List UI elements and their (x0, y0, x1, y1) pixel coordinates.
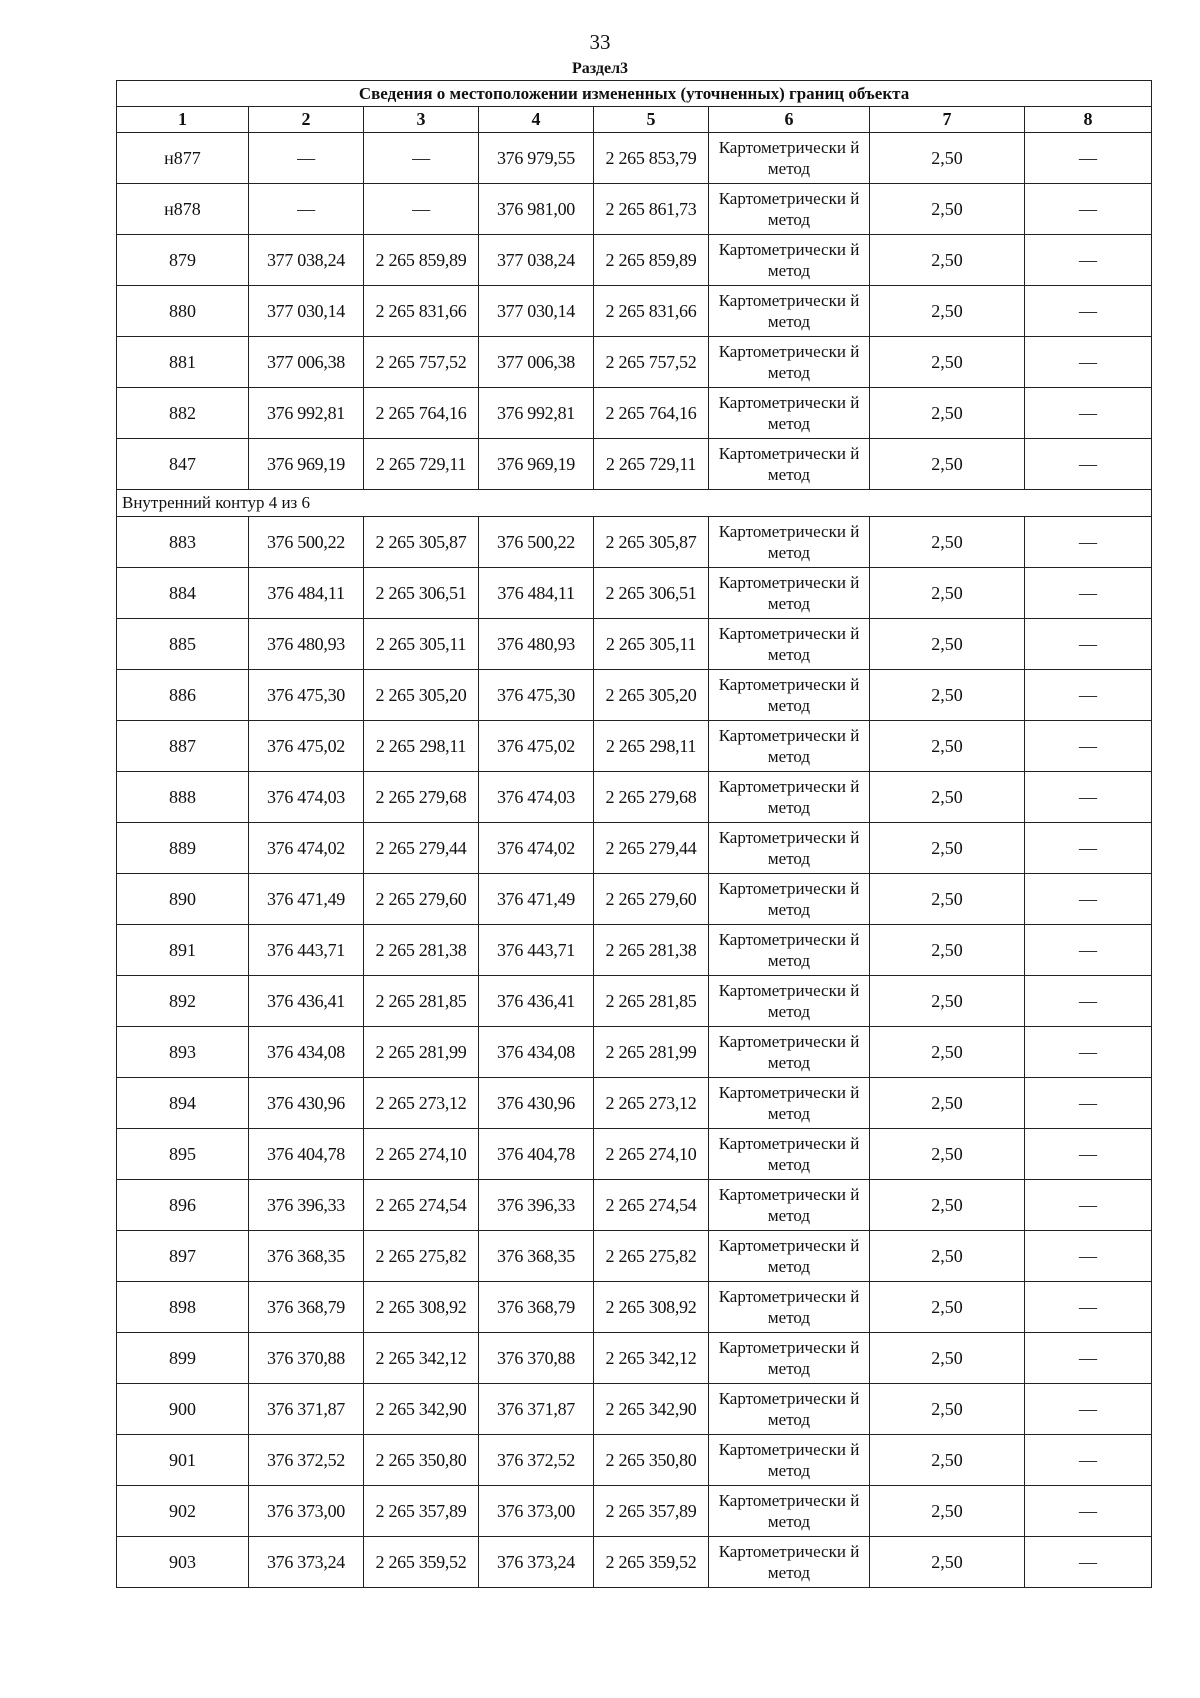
table-row (117, 1282, 1152, 1333)
description-cell: — (1025, 670, 1152, 721)
x-old-cell: 376 373,24 (249, 1537, 364, 1588)
y-new-cell: 2 265 764,16 (594, 388, 709, 439)
description-cell: — (1025, 1231, 1152, 1282)
y-new-cell: 2 265 306,51 (594, 568, 709, 619)
y-old-cell: 2 265 274,54 (364, 1180, 479, 1231)
precision-cell: 2,50 (870, 235, 1025, 286)
y-new-cell: 2 265 342,12 (594, 1333, 709, 1384)
precision-cell: 2,50 (870, 1384, 1025, 1435)
x-old-cell: 376 480,93 (249, 619, 364, 670)
table-row (117, 1435, 1152, 1486)
precision-cell: 2,50 (870, 1333, 1025, 1384)
table-row (117, 976, 1152, 1027)
table-title-row (117, 81, 1152, 107)
x-old-cell: 376 370,88 (249, 1333, 364, 1384)
y-old-cell: 2 265 279,68 (364, 772, 479, 823)
method-cell: Картометрически й метод (709, 568, 870, 619)
x-new-cell: 376 443,71 (479, 925, 594, 976)
y-old-cell: 2 265 729,11 (364, 439, 479, 490)
point-number-cell: 879 (117, 235, 249, 286)
precision-cell: 2,50 (870, 1486, 1025, 1537)
precision-cell: 2,50 (870, 772, 1025, 823)
method-cell: Картометрически й метод (709, 1027, 870, 1078)
x-old-cell: 376 474,03 (249, 772, 364, 823)
y-old-cell: 2 265 831,66 (364, 286, 479, 337)
method-cell: Картометрически й метод (709, 286, 870, 337)
column-number: 1 (117, 107, 249, 133)
y-new-cell: 2 265 298,11 (594, 721, 709, 772)
section-label: Раздел3 (571, 60, 629, 77)
column-numbers-row (117, 107, 1152, 133)
table-row (117, 925, 1152, 976)
precision-cell: 2,50 (870, 337, 1025, 388)
precision-cell: 2,50 (870, 1078, 1025, 1129)
x-new-cell: 376 475,02 (479, 721, 594, 772)
y-new-cell: 2 265 853,79 (594, 133, 709, 184)
method-cell: Картометрически й метод (709, 619, 870, 670)
table-row (117, 1486, 1152, 1537)
method-cell: Картометрически й метод (709, 337, 870, 388)
description-cell: — (1025, 619, 1152, 670)
precision-cell: 2,50 (870, 184, 1025, 235)
point-number-cell: 882 (117, 388, 249, 439)
point-number-cell: 892 (117, 976, 249, 1027)
y-new-cell: 2 265 281,85 (594, 976, 709, 1027)
point-number-cell: 847 (117, 439, 249, 490)
point-number-cell: 893 (117, 1027, 249, 1078)
coordinates-table (116, 80, 1152, 1588)
x-old-cell: 376 372,52 (249, 1435, 364, 1486)
x-new-cell: 376 430,96 (479, 1078, 594, 1129)
table-row (117, 823, 1152, 874)
x-old-cell: — (249, 184, 364, 235)
y-new-cell: 2 265 350,80 (594, 1435, 709, 1486)
point-number-cell: 894 (117, 1078, 249, 1129)
point-number-cell: 900 (117, 1384, 249, 1435)
method-cell: Картометрически й метод (709, 874, 870, 925)
x-old-cell: 376 471,49 (249, 874, 364, 925)
column-number: 8 (1025, 107, 1152, 133)
method-cell: Картометрически й метод (709, 925, 870, 976)
y-new-cell: 2 265 281,38 (594, 925, 709, 976)
table-row (117, 721, 1152, 772)
x-new-cell: 376 434,08 (479, 1027, 594, 1078)
x-old-cell: 376 434,08 (249, 1027, 364, 1078)
y-new-cell: 2 265 305,20 (594, 670, 709, 721)
precision-cell: 2,50 (870, 1180, 1025, 1231)
x-old-cell: 376 443,71 (249, 925, 364, 976)
y-new-cell: 2 265 279,60 (594, 874, 709, 925)
description-cell: — (1025, 337, 1152, 388)
x-old-cell: 377 030,14 (249, 286, 364, 337)
page-number: 33 (589, 30, 611, 54)
x-new-cell: 376 500,22 (479, 517, 594, 568)
x-old-cell: 376 436,41 (249, 976, 364, 1027)
y-new-cell: 2 265 308,92 (594, 1282, 709, 1333)
point-number-cell: 884 (117, 568, 249, 619)
x-old-cell: 376 500,22 (249, 517, 364, 568)
point-number-cell: 880 (117, 286, 249, 337)
description-cell: — (1025, 1027, 1152, 1078)
description-cell: — (1025, 976, 1152, 1027)
x-old-cell: 376 404,78 (249, 1129, 364, 1180)
method-cell: Картометрически й метод (709, 1078, 870, 1129)
description-cell: — (1025, 1333, 1152, 1384)
table-row (117, 1129, 1152, 1180)
description-cell: — (1025, 1384, 1152, 1435)
table-body (117, 81, 1152, 1588)
y-old-cell: 2 265 342,12 (364, 1333, 479, 1384)
precision-cell: 2,50 (870, 1537, 1025, 1588)
x-old-cell: 376 969,19 (249, 439, 364, 490)
point-number-cell: 895 (117, 1129, 249, 1180)
y-new-cell: 2 265 273,12 (594, 1078, 709, 1129)
point-number-cell: н877 (117, 133, 249, 184)
table-row (117, 439, 1152, 490)
method-cell: Картометрически й метод (709, 721, 870, 772)
description-cell: — (1025, 1078, 1152, 1129)
table-row (117, 1231, 1152, 1282)
point-number-cell: 889 (117, 823, 249, 874)
x-new-cell: 376 436,41 (479, 976, 594, 1027)
y-new-cell: 2 265 861,73 (594, 184, 709, 235)
method-cell: Картометрически й метод (709, 976, 870, 1027)
y-old-cell: 2 265 342,90 (364, 1384, 479, 1435)
table-title: Сведения о местоположении измененных (уточненных) границ объекта (117, 81, 1152, 107)
description-cell: — (1025, 133, 1152, 184)
y-old-cell: 2 265 298,11 (364, 721, 479, 772)
y-old-cell: 2 265 757,52 (364, 337, 479, 388)
table-row (117, 619, 1152, 670)
precision-cell: 2,50 (870, 1129, 1025, 1180)
method-cell: Картометрически й метод (709, 1180, 870, 1231)
method-cell: Картометрически й метод (709, 1537, 870, 1588)
column-number: 5 (594, 107, 709, 133)
description-cell: — (1025, 439, 1152, 490)
column-number: 4 (479, 107, 594, 133)
description-cell: — (1025, 235, 1152, 286)
x-new-cell: 377 030,14 (479, 286, 594, 337)
table-row (117, 874, 1152, 925)
y-new-cell: 2 265 359,52 (594, 1537, 709, 1588)
table-row (117, 1384, 1152, 1435)
method-cell: Картометрически й метод (709, 517, 870, 568)
method-cell: Картометрически й метод (709, 184, 870, 235)
table-row (117, 1537, 1152, 1588)
column-number: 7 (870, 107, 1025, 133)
y-old-cell: 2 265 279,60 (364, 874, 479, 925)
point-number-cell: 897 (117, 1231, 249, 1282)
contour-label: Внутренний контур 4 из 6 (117, 490, 1152, 517)
point-number-cell: 903 (117, 1537, 249, 1588)
point-number-cell: 896 (117, 1180, 249, 1231)
x-new-cell: 376 475,30 (479, 670, 594, 721)
x-new-cell: 376 979,55 (479, 133, 594, 184)
point-number-cell: 890 (117, 874, 249, 925)
y-old-cell: 2 265 281,99 (364, 1027, 479, 1078)
table-row (117, 133, 1152, 184)
y-new-cell: 2 265 274,54 (594, 1180, 709, 1231)
y-old-cell: 2 265 305,11 (364, 619, 479, 670)
method-cell: Картометрически й метод (709, 772, 870, 823)
description-cell: — (1025, 184, 1152, 235)
y-old-cell: 2 265 308,92 (364, 1282, 479, 1333)
x-old-cell: 376 396,33 (249, 1180, 364, 1231)
description-cell: — (1025, 1486, 1152, 1537)
precision-cell: 2,50 (870, 976, 1025, 1027)
x-new-cell: 376 396,33 (479, 1180, 594, 1231)
table-row (117, 568, 1152, 619)
description-cell: — (1025, 286, 1152, 337)
precision-cell: 2,50 (870, 1231, 1025, 1282)
description-cell: — (1025, 1537, 1152, 1588)
x-new-cell: 376 484,11 (479, 568, 594, 619)
description-cell: — (1025, 925, 1152, 976)
x-new-cell: 376 981,00 (479, 184, 594, 235)
table-row (117, 1333, 1152, 1384)
contour-row (117, 490, 1152, 517)
point-number-cell: 891 (117, 925, 249, 976)
point-number-cell: 898 (117, 1282, 249, 1333)
y-new-cell: 2 265 357,89 (594, 1486, 709, 1537)
y-new-cell: 2 265 275,82 (594, 1231, 709, 1282)
y-new-cell: 2 265 305,11 (594, 619, 709, 670)
method-cell: Картометрически й метод (709, 1435, 870, 1486)
description-cell: — (1025, 1282, 1152, 1333)
x-new-cell: 376 368,79 (479, 1282, 594, 1333)
x-old-cell: 376 373,00 (249, 1486, 364, 1537)
point-number-cell: 901 (117, 1435, 249, 1486)
point-number-cell: 887 (117, 721, 249, 772)
table-row (117, 1180, 1152, 1231)
x-new-cell: 376 471,49 (479, 874, 594, 925)
precision-cell: 2,50 (870, 823, 1025, 874)
y-old-cell: 2 265 306,51 (364, 568, 479, 619)
y-old-cell: 2 265 273,12 (364, 1078, 479, 1129)
method-cell: Картометрически й метод (709, 235, 870, 286)
method-cell: Картометрически й метод (709, 1282, 870, 1333)
column-number: 2 (249, 107, 364, 133)
x-old-cell: — (249, 133, 364, 184)
x-new-cell: 376 474,03 (479, 772, 594, 823)
method-cell: Картометрически й метод (709, 1486, 870, 1537)
x-new-cell: 376 480,93 (479, 619, 594, 670)
column-number: 6 (709, 107, 870, 133)
y-old-cell: — (364, 133, 479, 184)
x-old-cell: 377 038,24 (249, 235, 364, 286)
table-row (117, 1078, 1152, 1129)
y-new-cell: 2 265 859,89 (594, 235, 709, 286)
precision-cell: 2,50 (870, 568, 1025, 619)
precision-cell: 2,50 (870, 1027, 1025, 1078)
y-old-cell: 2 265 305,87 (364, 517, 479, 568)
precision-cell: 2,50 (870, 388, 1025, 439)
description-cell: — (1025, 1435, 1152, 1486)
point-number-cell: н878 (117, 184, 249, 235)
y-old-cell: 2 265 281,85 (364, 976, 479, 1027)
table-row (117, 337, 1152, 388)
point-number-cell: 883 (117, 517, 249, 568)
precision-cell: 2,50 (870, 874, 1025, 925)
point-number-cell: 881 (117, 337, 249, 388)
y-new-cell: 2 265 279,44 (594, 823, 709, 874)
precision-cell: 2,50 (870, 925, 1025, 976)
point-number-cell: 888 (117, 772, 249, 823)
precision-cell: 2,50 (870, 517, 1025, 568)
table-row (117, 772, 1152, 823)
x-new-cell: 376 372,52 (479, 1435, 594, 1486)
x-new-cell: 376 992,81 (479, 388, 594, 439)
description-cell: — (1025, 388, 1152, 439)
precision-cell: 2,50 (870, 670, 1025, 721)
method-cell: Картометрически й метод (709, 1333, 870, 1384)
y-old-cell: 2 265 350,80 (364, 1435, 479, 1486)
x-new-cell: 376 371,87 (479, 1384, 594, 1435)
point-number-cell: 885 (117, 619, 249, 670)
table-row (117, 517, 1152, 568)
y-new-cell: 2 265 729,11 (594, 439, 709, 490)
method-cell: Картометрически й метод (709, 388, 870, 439)
table-row (117, 286, 1152, 337)
table-row (117, 184, 1152, 235)
method-cell: Картометрически й метод (709, 1231, 870, 1282)
method-cell: Картометрически й метод (709, 823, 870, 874)
y-new-cell: 2 265 305,87 (594, 517, 709, 568)
x-old-cell: 376 371,87 (249, 1384, 364, 1435)
point-number-cell: 902 (117, 1486, 249, 1537)
y-old-cell: 2 265 274,10 (364, 1129, 479, 1180)
precision-cell: 2,50 (870, 721, 1025, 772)
x-new-cell: 376 368,35 (479, 1231, 594, 1282)
y-new-cell: 2 265 274,10 (594, 1129, 709, 1180)
precision-cell: 2,50 (870, 619, 1025, 670)
description-cell: — (1025, 772, 1152, 823)
y-new-cell: 2 265 831,66 (594, 286, 709, 337)
x-old-cell: 376 474,02 (249, 823, 364, 874)
table-row (117, 670, 1152, 721)
column-number: 3 (364, 107, 479, 133)
precision-cell: 2,50 (870, 1282, 1025, 1333)
precision-cell: 2,50 (870, 286, 1025, 337)
y-old-cell: 2 265 305,20 (364, 670, 479, 721)
point-number-cell: 886 (117, 670, 249, 721)
x-old-cell: 376 475,30 (249, 670, 364, 721)
y-old-cell: 2 265 859,89 (364, 235, 479, 286)
table-row (117, 235, 1152, 286)
precision-cell: 2,50 (870, 1435, 1025, 1486)
y-new-cell: 2 265 342,90 (594, 1384, 709, 1435)
table-row (117, 1027, 1152, 1078)
table-row (117, 388, 1152, 439)
x-new-cell: 376 373,00 (479, 1486, 594, 1537)
description-cell: — (1025, 1180, 1152, 1231)
description-cell: — (1025, 568, 1152, 619)
description-cell: — (1025, 1129, 1152, 1180)
method-cell: Картометрически й метод (709, 1129, 870, 1180)
y-new-cell: 2 265 279,68 (594, 772, 709, 823)
y-old-cell: 2 265 359,52 (364, 1537, 479, 1588)
description-cell: — (1025, 721, 1152, 772)
precision-cell: 2,50 (870, 133, 1025, 184)
y-new-cell: 2 265 757,52 (594, 337, 709, 388)
y-old-cell: — (364, 184, 479, 235)
x-new-cell: 377 006,38 (479, 337, 594, 388)
x-old-cell: 376 992,81 (249, 388, 364, 439)
method-cell: Картометрически й метод (709, 133, 870, 184)
description-cell: — (1025, 874, 1152, 925)
x-old-cell: 376 475,02 (249, 721, 364, 772)
description-cell: — (1025, 517, 1152, 568)
y-old-cell: 2 265 281,38 (364, 925, 479, 976)
y-old-cell: 2 265 764,16 (364, 388, 479, 439)
x-old-cell: 377 006,38 (249, 337, 364, 388)
x-new-cell: 376 373,24 (479, 1537, 594, 1588)
y-old-cell: 2 265 279,44 (364, 823, 479, 874)
x-new-cell: 377 038,24 (479, 235, 594, 286)
y-old-cell: 2 265 275,82 (364, 1231, 479, 1282)
method-cell: Картометрически й метод (709, 1384, 870, 1435)
x-new-cell: 376 969,19 (479, 439, 594, 490)
y-old-cell: 2 265 357,89 (364, 1486, 479, 1537)
method-cell: Картометрически й метод (709, 670, 870, 721)
point-number-cell: 899 (117, 1333, 249, 1384)
y-new-cell: 2 265 281,99 (594, 1027, 709, 1078)
x-new-cell: 376 404,78 (479, 1129, 594, 1180)
x-new-cell: 376 370,88 (479, 1333, 594, 1384)
description-cell: — (1025, 823, 1152, 874)
x-old-cell: 376 430,96 (249, 1078, 364, 1129)
method-cell: Картометрически й метод (709, 439, 870, 490)
x-old-cell: 376 368,35 (249, 1231, 364, 1282)
x-old-cell: 376 484,11 (249, 568, 364, 619)
x-old-cell: 376 368,79 (249, 1282, 364, 1333)
x-new-cell: 376 474,02 (479, 823, 594, 874)
precision-cell: 2,50 (870, 439, 1025, 490)
